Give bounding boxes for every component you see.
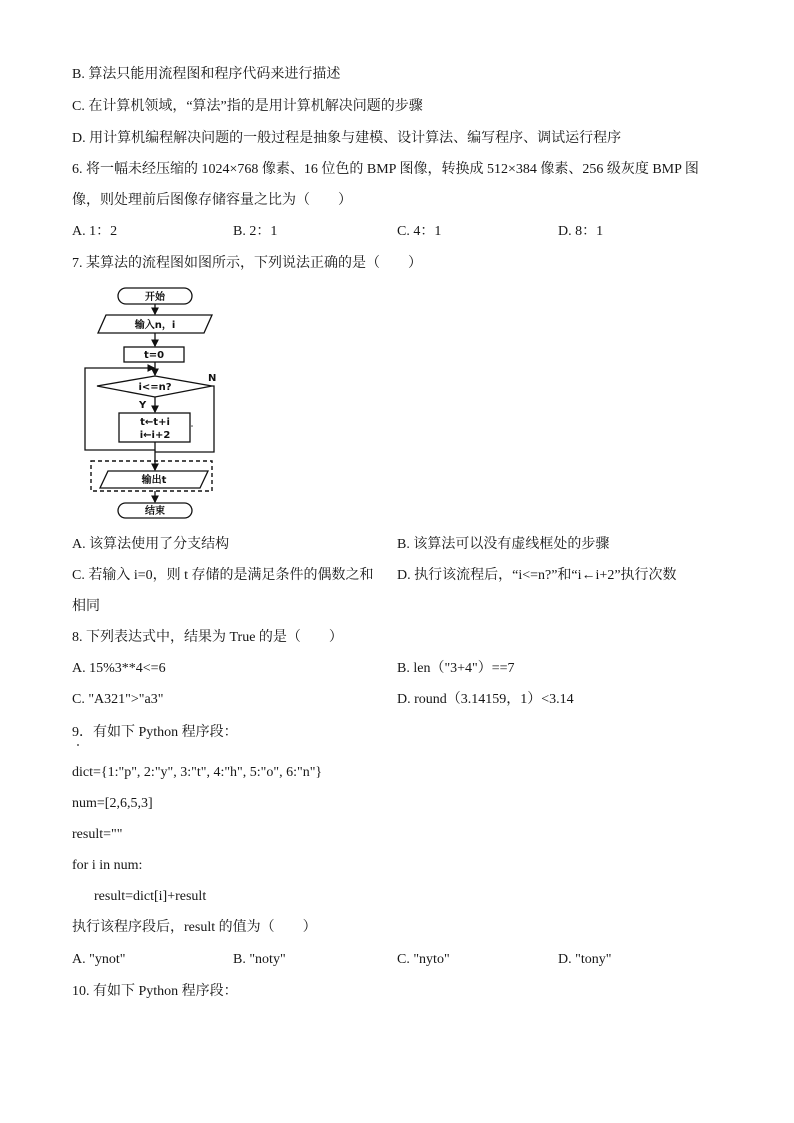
q9-code-line: result=dict[i]+result [94, 889, 207, 904]
flow-condition-label: i<=n? [138, 382, 172, 393]
q8-option-b: B. len（"3+4"）==7 [397, 661, 515, 676]
q7-option-a: A. 该算法使用了分支结构 [72, 537, 230, 552]
q7-stem: 7. 某算法的流程图如图所示，下列说法正确的是（ ） [72, 256, 422, 271]
flow-end-label: 结束 [145, 506, 165, 517]
q9-code-line: for i in num: [72, 858, 143, 873]
q6-option-a: A. 1：2 [72, 224, 118, 239]
q7-option-b: B. 该算法可以没有虚线框处的步骤 [397, 537, 610, 552]
q6-option-b: B. 2：1 [233, 224, 278, 239]
q9-question: 执行该程序段后，result 的值为（ ） [72, 920, 317, 935]
q5-option-c: C. 在计算机领域，“算法”指的是用计算机解决问题的步骤 [72, 99, 423, 114]
q5-option-b: B. 算法只能用流程图和程序代码来进行描述 [72, 67, 341, 82]
q7-option-c: C. 若输入 i=0，则 t 存储的是满足条件的偶数之和 [72, 568, 374, 583]
flow-yes-label: Y [139, 400, 147, 411]
scan-speck [77, 744, 79, 746]
q9-stem: 9．有如下 Python 程序段： [72, 725, 238, 740]
q8-option-a: A. 15%3**4<=6 [72, 661, 166, 676]
q8-stem: 8. 下列表达式中，结果为 True 的是（ ） [72, 630, 343, 645]
q6-option-c: C. 4：1 [397, 224, 442, 239]
flow-init-label: t=0 [143, 350, 165, 361]
q8-option-c: C. "A321">"a3" [72, 692, 164, 707]
q9-option-a: A. "ynot" [72, 952, 126, 967]
q9-code-line: result="" [72, 827, 123, 842]
scan-speck [191, 425, 193, 427]
q9-code-line: dict={1:"p", 2:"y", 3:"t", 4:"h", 5:"o", 6:"n"} [72, 765, 323, 780]
flowchart [80, 280, 225, 525]
q8-option-d: D. round（3.14159，1）<3.14 [397, 692, 574, 707]
q9-option-b: B. "noty" [233, 952, 286, 967]
q5-option-d: D. 用计算机编程解决问题的一般过程是抽象与建模、设计算法、编写程序、调试运行程序 [72, 131, 622, 146]
q10-stem: 10. 有如下 Python 程序段： [72, 984, 238, 999]
q9-code-line: num=[2,6,5,3] [72, 796, 153, 811]
flow-start-label: 开始 [145, 292, 165, 303]
q7-option-d: D. 执行该流程后，“i<=n?”和“i←i+2”执行次数 [397, 568, 677, 583]
flow-no-label: N [208, 373, 217, 384]
q7-option-d-continued: 相同 [72, 599, 100, 614]
q6-stem-line2: 像，则处理前后图像存储容量之比为（ ） [72, 193, 352, 208]
flow-output-label: 输出t [141, 475, 167, 486]
flow-step2-label: i←i+2 [139, 430, 171, 441]
q9-option-d: D. "tony" [558, 952, 612, 967]
q6-option-d: D. 8：1 [558, 224, 604, 239]
flow-input-label: 输入n，i [134, 320, 176, 331]
q6-stem-line1: 6. 将一幅未经压缩的 1024×768 像素、16 位色的 BMP 图像，转换成 512×384 像素、256 级灰度 BMP 图 [72, 162, 699, 177]
flow-step1-label: t←t+i [140, 417, 170, 428]
q9-option-c: C. "nyto" [397, 952, 450, 967]
